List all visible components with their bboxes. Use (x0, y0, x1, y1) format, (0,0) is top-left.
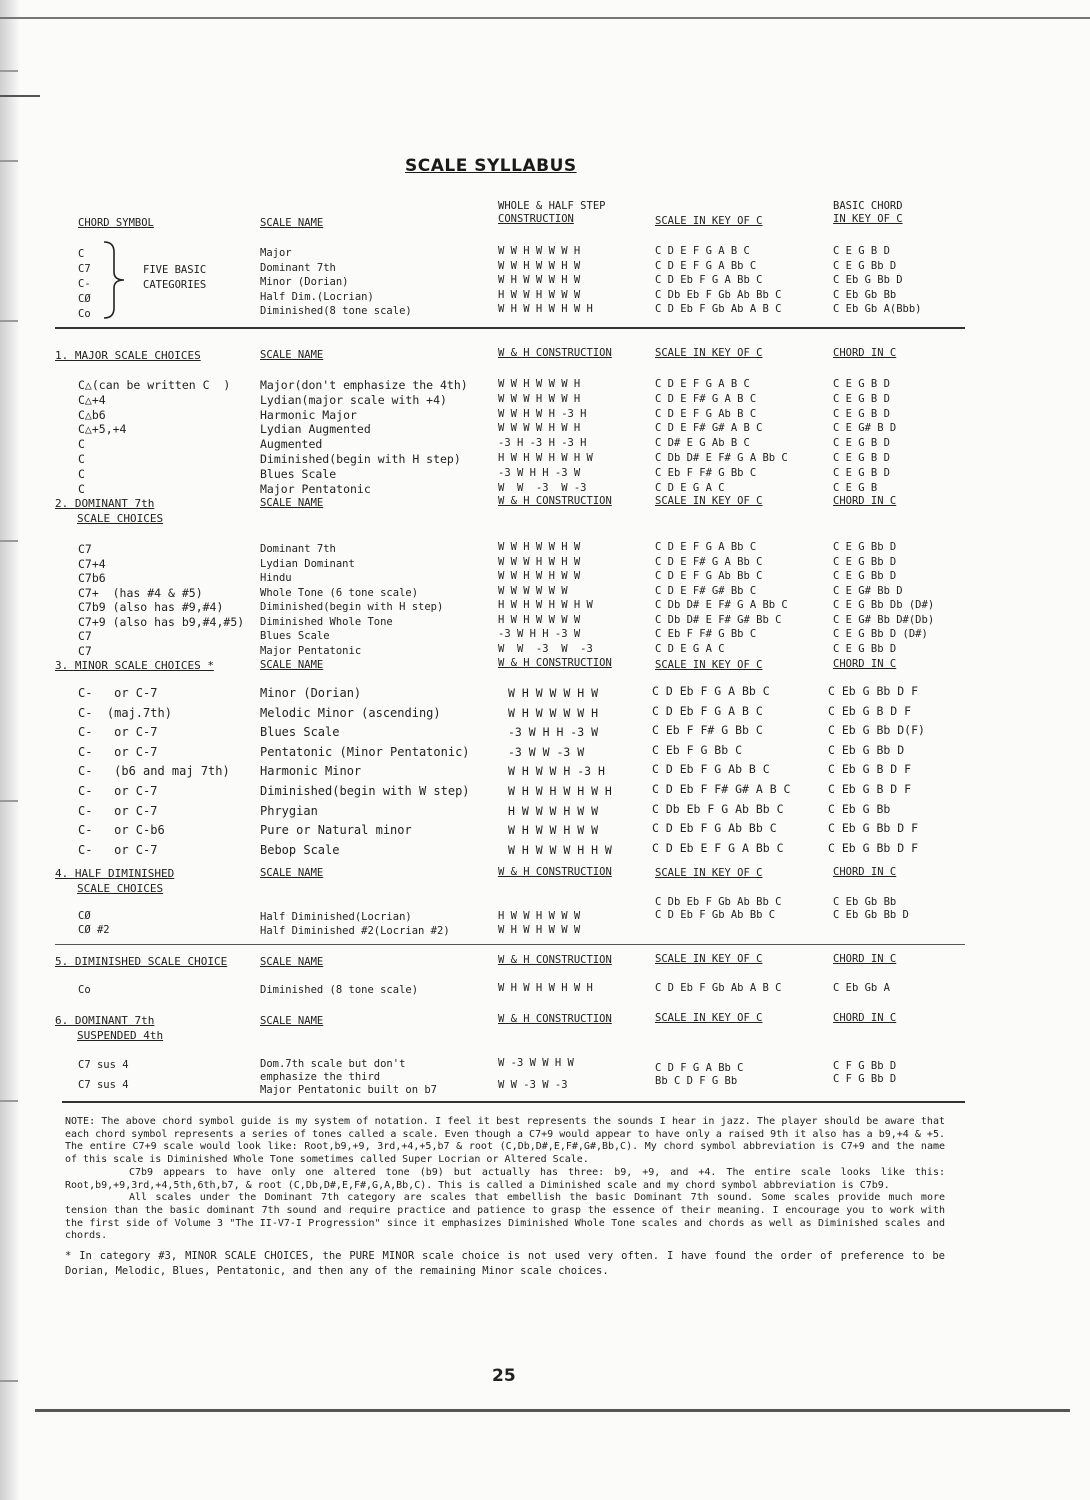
header-chord-symbol: CHORD SYMBOL (78, 217, 154, 229)
dominant-construction: W W H W W H W W W W H W H W W W H W H W W W W W W W W H W H W H W H W H W H W W W W -3 W H H -3 W W W -3 W -3 (498, 541, 593, 655)
page-title: SCALE SYLLABUS (405, 156, 577, 176)
header-basic-chord: BASIC CHORD (833, 200, 903, 212)
minor-scale-names: Minor (Dorian) Melodic Minor (ascending) Blues Scale Pentatonic (Minor Pentatonic) Harmonic Minor Diminished(begin with W step) Phrygian Pure or Natural minor Bebop Scale (260, 686, 470, 857)
minor-chords: C Eb G Bb D F C Eb G B D F C Eb G Bb D(F) C Eb G Bb D C Eb G B D F C Eb G B D F C Eb G Bb C Eb G Bb D F C Eb G Bb D F (828, 684, 925, 855)
section-divider (55, 944, 965, 945)
basic-construction: W W H W W W H W W H W W H W W H W W W H W H W W H W W W W H W H W H W H (498, 245, 593, 315)
diminished-scale-names: Diminished (8 tone scale) (260, 984, 419, 996)
scan-mark (0, 1100, 18, 1102)
sus-symbols: C7 sus 4 C7 sus 4 (78, 1059, 129, 1091)
section-minor-title: 3. MINOR SCALE CHOICES * (55, 659, 214, 672)
sus-scale-names: Dom.7th scale but don't emphasize the third Major Pentatonic built on b7 (260, 1058, 438, 1096)
scan-mark (0, 95, 40, 97)
section-dominant-title: 2. DOMINANT 7th SCALE CHOICES (55, 497, 164, 525)
header-wh-construction: W & H CONSTRUCTION (498, 495, 612, 507)
dominant-symbols: C7 C7+4 C7b6 C7+ (has #4 & #5) C7b9 (also has #9,#4) C7+9 (also has b9,#4,#5) C7 C7 (78, 542, 245, 658)
section-divider (55, 327, 965, 329)
basic-key-of-c: C D E F G A B C C D E F G A Bb C C D Eb F G A Bb C C Db Eb F Gb Ab Bb C C D Eb F Gb Ab A B C (655, 245, 782, 315)
header-key-of-c: SCALE IN KEY OF C (655, 347, 763, 359)
half-dim-chords: C Eb Gb Bb C Eb Gb Bb D (833, 896, 909, 921)
half-dim-key-of-c: C Db Eb F Gb Ab Bb C C D Eb F Gb Ab Bb C (655, 896, 782, 921)
header-wh-construction: W & H CONSTRUCTION (498, 657, 612, 669)
bottom-rule (35, 1409, 1070, 1412)
note-paragraph: All scales under the Dominant 7th category are scales that embellish the basic Dominant 7th sound. Some scales provide much more tension than the basic dominant 7th sound and require practice and patience to grasp the essence of their meaning. I encourage you to work with the first side of Volume 3 "The II-V7-I Progression" since it emphasizes Diminished Whole Tone scales and chords as well as Diminished scales and chords. (65, 1192, 945, 1242)
scan-left-edge (0, 0, 20, 1500)
header-construction: CONSTRUCTION (498, 213, 574, 225)
header-chord-in-c: CHORD IN C (833, 953, 897, 965)
note-paragraph: NOTE: The above chord symbol guide is my system of notation. I feel it best represents the sounds I hear in jazz. The player should be aware that each chord symbol represents a series of tones called a scale. Even though a C7+9 would appear to have only a raised 9th it also has a b9,+4 & +5. The entire C7+9 scale would look like: Root,b9,+9, 3rd,+4,+5,b7 & root (C,Db,D#,E,F#,G#,Bb,C). My chord symbol abbreviation is C7+9 and the name of this scale is Diminished Whole Tone sometimes called Super Locrian or Altered Scale. (65, 1116, 945, 1166)
header-key-of-c: SCALE IN KEY OF C (655, 215, 763, 227)
header-wh-construction: W & H CONSTRUCTION (498, 347, 612, 359)
sus-construction: W -3 W W H W W W -3 W -3 (498, 1057, 574, 1091)
minor-symbols: C- or C-7 C- (maj.7th) C- or C-7 C- or C-7 C- (b6 and maj 7th) C- or C-7 C- or C-7 C- or C-b6 C- or C-7 (78, 686, 230, 857)
header-key-of-c: SCALE IN KEY OF C (655, 659, 763, 671)
header-scale-name: SCALE NAME (260, 1015, 324, 1027)
page-number: 25 (492, 1366, 516, 1386)
basic-symbols: C C7 C- CØ Co (78, 248, 91, 320)
header-chord-in-c: CHORD IN C (833, 347, 897, 359)
scan-mark (0, 800, 18, 802)
header-in-key-of-c: IN KEY OF C (833, 213, 903, 225)
header-chord-in-c: CHORD IN C (833, 866, 897, 878)
header-wh-construction: W & H CONSTRUCTION (498, 954, 612, 966)
sus-key-of-c: C D F G A Bb C Bb C D F G Bb (655, 1062, 744, 1087)
section-divider (62, 1101, 965, 1103)
scan-mark (0, 1380, 18, 1382)
header-chord-in-c: CHORD IN C (833, 495, 897, 507)
diminished-chords: C Eb Gb A (833, 982, 890, 994)
dominant-chords: C E G Bb D C E G Bb D C E G Bb D C E G# Bb D C E G Bb Db (D#) C E G# Bb D#(Db) C E G Bb D (D#) C E G Bb D (833, 541, 935, 655)
major-chords: C E G B D C E G B D C E G B D C E G# B D C E G B D C E G B D C E G B D C E G B (833, 378, 897, 494)
header-scale-name: SCALE NAME (260, 956, 324, 968)
note-paragraph: C7b9 appears to have only one altered tone (b9) but actually has three: b9, +9, and +4. The entire scale looks like this: Root,b9,+9,3rd,+4,5th,6th,b7, & root (C,Db,D#,E,F#,G,A,Bb,C). This is called a Diminished scale and my chord symbol abbreviation is C7b9. (65, 1166, 945, 1191)
header-key-of-c: SCALE IN KEY OF C (655, 495, 763, 507)
header-chord-in-c: CHORD IN C (833, 658, 897, 670)
top-rule (0, 17, 1090, 19)
brace-icon (100, 240, 130, 320)
basic-scale-names: Major Dominant 7th Minor (Dorian) Half Dim.(Locrian) Diminished(8 tone scale) (260, 247, 412, 317)
header-scale-name: SCALE NAME (260, 349, 324, 361)
diminished-key-of-c: C D Eb F Gb Ab A B C (655, 982, 782, 994)
notes-block (65, 1116, 945, 1279)
header-chord-in-c: CHORD IN C (833, 1012, 897, 1024)
header-whole-half: WHOLE & HALF STEP (498, 200, 606, 212)
header-key-of-c: SCALE IN KEY OF C (655, 1012, 763, 1024)
dominant-key-of-c: C D E F G A Bb C C D E F# G A Bb C C D E F G Ab Bb C C D E F# G# Bb C C Db D# E F# G A Bb C C Db D# E F# G# Bb C C Eb F F# G Bb C C D E G A C (655, 541, 788, 655)
major-key-of-c: C D E F G A B C C D E F# G A B C C D E F G Ab B C C D E F# G# A B C C D# E G Ab B C C Db D# E F# G A Bb C C Eb F F# G Bb C C D E G A C (655, 378, 788, 494)
basic-chords: C E G B D C E G Bb D C Eb G Bb D C Eb Gb Bb C Eb Gb A(Bbb) (833, 245, 922, 315)
scan-mark (0, 320, 18, 322)
minor-key-of-c: C D Eb F G A Bb C C D Eb F G A B C C Eb F F# G Bb C C Eb F G Bb C C D Eb F G Ab B C C D Eb F F# G# A B C C Db Eb F G Ab Bb C C D Eb F G Ab Bb C C D Eb E F G A Bb C (652, 684, 791, 855)
header-scale-name: SCALE NAME (260, 867, 324, 879)
half-dim-scale-names: Half Diminished(Locrian) Half Diminished #2(Locrian #2) (260, 911, 450, 937)
section-half-dim-title: 4. HALF DIMINISHED SCALE CHOICES (55, 867, 175, 895)
section-sus-title: 6. DOMINANT 7th SUSPENDED 4th (55, 1014, 164, 1042)
major-scale-names: Major(don't emphasize the 4th) Lydian(major scale with +4) Harmonic Major Lydian Augmented Augmented Diminished(begin with H step) Blues Scale Major Pentatonic (260, 378, 468, 496)
major-construction: W W H W W W H W W W H W W H W W H W H -3 H W W W W H W H -3 H -3 H -3 H H W H W H W H W -3 W H H -3 W W W -3 W -3 (498, 378, 593, 494)
header-wh-construction: W & H CONSTRUCTION (498, 866, 612, 878)
header-scale-name: SCALE NAME (260, 497, 324, 509)
minor-construction: W H W W W H W W H W W W W H -3 W H H -3 W -3 W W -3 W W H W W H -3 H W H W H W H W H H W W W H W W W H W W H W W W H W W W H H W (508, 686, 612, 857)
diminished-construction: W H W H W H W H (498, 982, 593, 994)
header-scale-name: SCALE NAME (260, 659, 324, 671)
section-diminished-title: 5. DIMINISHED SCALE CHOICE (55, 955, 228, 968)
sus-chords: C F G Bb D C F G Bb D (833, 1060, 897, 1085)
header-key-of-c: SCALE IN KEY OF C (655, 867, 763, 879)
five-basic-categories-label: FIVE BASIC CATEGORIES (143, 264, 207, 291)
footnote-minor: * In category #3, MINOR SCALE CHOICES, the PURE MINOR scale choice is not used very often. I have found the order of preference to be Dorian, Melodic, Blues, Pentatonic, and then any of the remaining Minor scale choices. (65, 1250, 945, 1278)
major-symbols: C△(can be written C ) C△+4 C△b6 C△+5,+4 C C C C (78, 378, 231, 496)
scan-mark (0, 160, 18, 162)
half-dim-symbols: CØ CØ #2 (78, 910, 110, 936)
scan-mark (0, 70, 18, 72)
dominant-scale-names: Dominant 7th Lydian Dominant Hindu Whole Tone (6 tone scale) Diminished(begin with H step) Diminished Whole Tone Blues Scale Major Pentatonic (260, 543, 444, 657)
header-key-of-c: SCALE IN KEY OF C (655, 953, 763, 965)
header-wh-construction: W & H CONSTRUCTION (498, 1013, 612, 1025)
scan-mark (0, 540, 18, 542)
section-major-title: 1. MAJOR SCALE CHOICES (55, 349, 201, 362)
diminished-symbols: Co (78, 984, 91, 996)
header-scale-name: SCALE NAME (260, 217, 324, 229)
half-dim-construction: H W W H W W W W H W H W W W (498, 910, 581, 936)
